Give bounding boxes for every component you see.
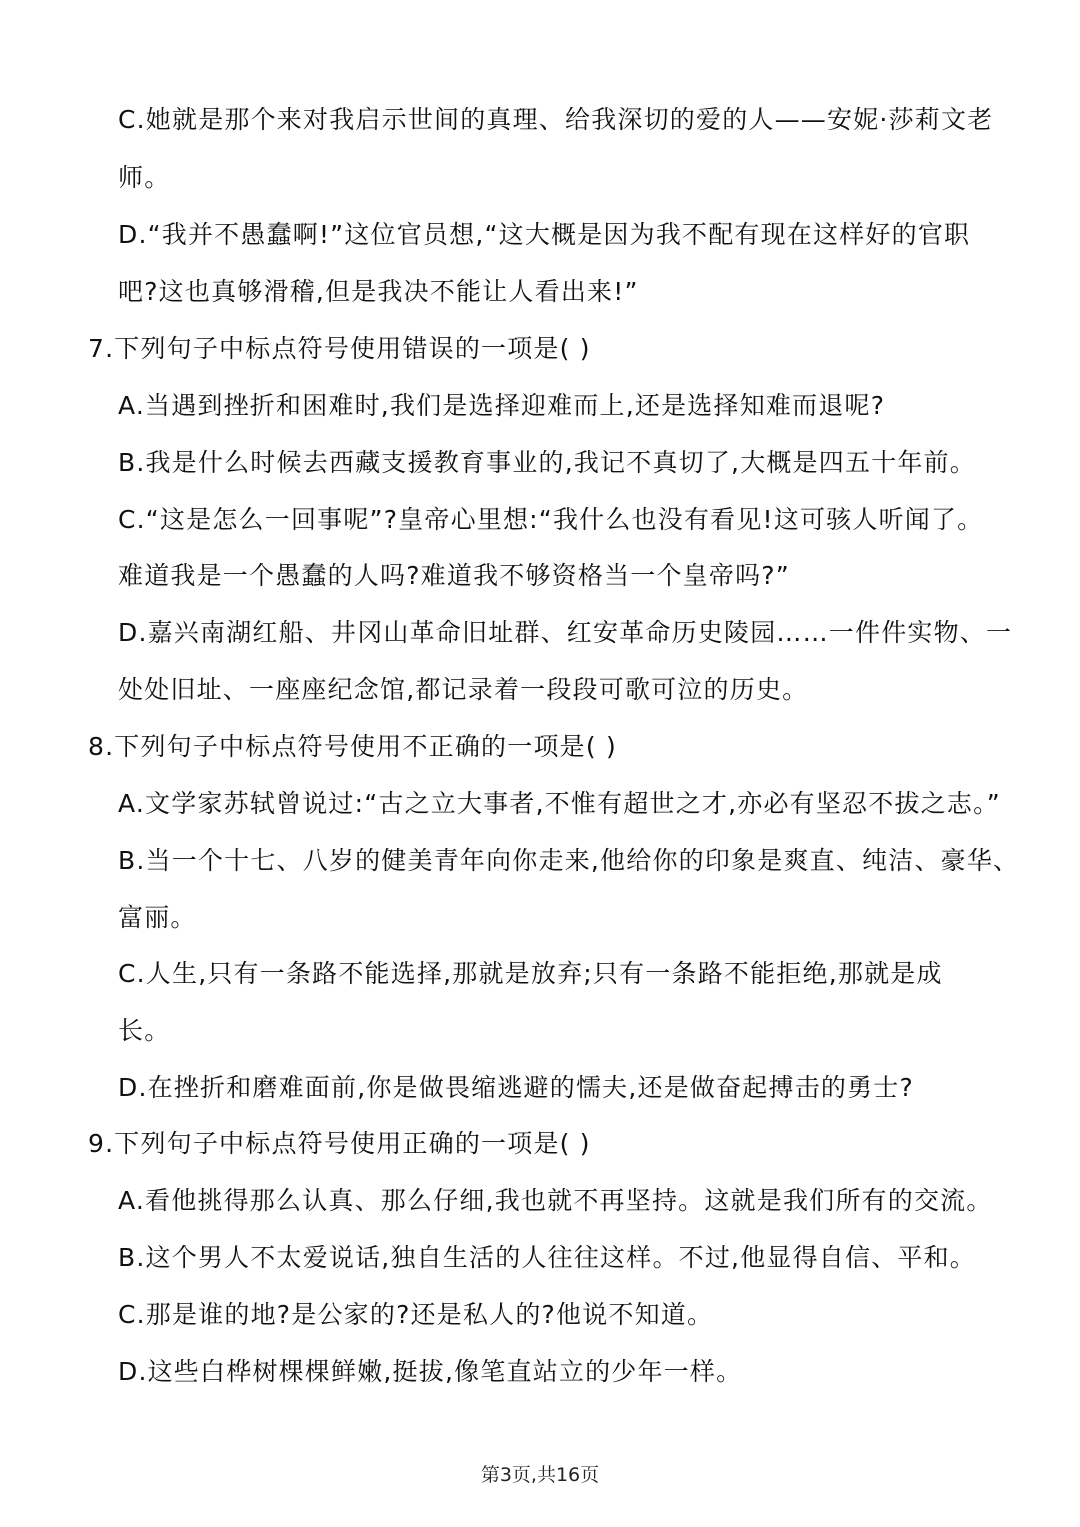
option-d-line1: D.“我并不愚蠢啊!”这位官员想,“这大概是因为我不配有现在这样好的官职 bbox=[118, 220, 971, 249]
option-d-line2: 吧?这也真够滑稽,但是我决不能让人看出来!” bbox=[118, 277, 639, 306]
question-7-option-d-line1: D.嘉兴南湖红船、井冈山革命旧址群、红安革命历史陵园……一件件实物、一 bbox=[118, 618, 1013, 647]
question-7-option-b: B.我是什么时候去西藏支援教育事业的,我记不真切了,大概是四五十年前。 bbox=[118, 448, 976, 477]
question-7-option-c-line2: 难道我是一个愚蠢的人吗?难道我不够资格当一个皇帝吗?” bbox=[118, 561, 790, 590]
question-7-option-a: A.当遇到挫折和困难时,我们是选择迎难而上,还是选择知难而退呢? bbox=[118, 391, 886, 420]
question-8-option-a: A.文学家苏轼曾说过:“古之立大事者,不惟有超世之才,亦必有坚忍不拔之志。” bbox=[118, 789, 1001, 818]
question-7-option-c-line1: C.“这是怎么一回事呢”?皇帝心里想:“我什么也没有看见!这可骇人听闻了。 bbox=[118, 505, 984, 534]
question-8-option-d: D.在挫折和磨难面前,你是做畏缩逃避的懦夫,还是做奋起搏击的勇士? bbox=[118, 1073, 914, 1102]
question-9-option-a: A.看他挑得那么认真、那么仔细,我也就不再坚持。这就是我们所有的交流。 bbox=[118, 1186, 993, 1215]
question-9-option-d: D.这些白桦树棵棵鲜嫩,挺拔,像笔直站立的少年一样。 bbox=[118, 1357, 743, 1386]
question-9-option-c: C.那是谁的地?是公家的?还是私人的?他说不知道。 bbox=[118, 1300, 714, 1329]
page-number: 第3页,共16页 bbox=[480, 1464, 600, 1486]
option-c-line2: 师。 bbox=[118, 163, 171, 192]
question-8-option-c-line1: C.人生,只有一条路不能选择,那就是放弃;只有一条路不能拒绝,那就是成 bbox=[118, 959, 943, 988]
question-8-option-b-line1: B.当一个十七、八岁的健美青年向你走来,他给你的印象是爽直、纯洁、豪华、 bbox=[118, 846, 1020, 875]
question-8-stem: 8.下列句子中标点符号使用不正确的一项是( ) bbox=[88, 732, 617, 761]
question-7-stem: 7.下列句子中标点符号使用错误的一项是( ) bbox=[88, 334, 591, 363]
option-c-line1: C.她就是那个来对我启示世间的真理、给我深切的爱的人——安妮·莎莉文老 bbox=[118, 105, 994, 134]
question-8-option-b-line2: 富丽。 bbox=[118, 903, 197, 932]
question-8-option-c-line2: 长。 bbox=[118, 1016, 171, 1045]
question-9-option-b: B.这个男人不太爱说话,独自生活的人往往这样。不过,他显得自信、平和。 bbox=[118, 1243, 976, 1272]
question-9-stem: 9.下列句子中标点符号使用正确的一项是( ) bbox=[88, 1129, 591, 1158]
question-7-option-d-line2: 处处旧址、一座座纪念馆,都记录着一段段可歌可泣的历史。 bbox=[118, 675, 809, 704]
